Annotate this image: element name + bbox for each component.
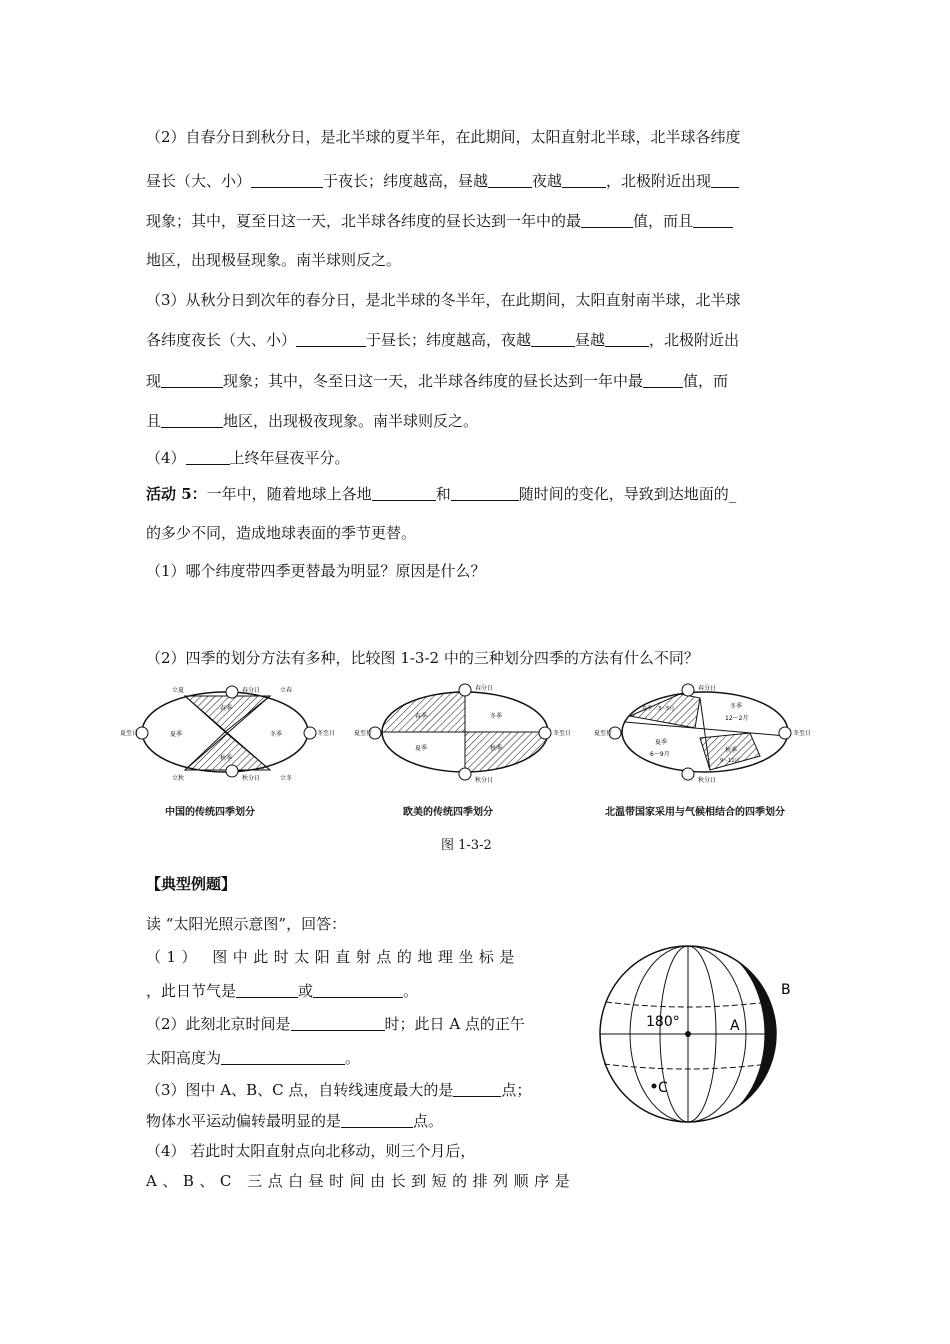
label-liqiu: 立秋	[172, 775, 185, 782]
blank[interactable]	[236, 982, 298, 998]
label-winter-months: 12～2月	[725, 715, 749, 722]
text: 或	[298, 982, 314, 1000]
text: 值，而	[683, 372, 729, 390]
text: 点。	[413, 1112, 444, 1130]
label-C: C	[658, 1080, 668, 1096]
example-q3-cont	[146, 1110, 443, 1131]
label-180: 180°	[646, 1014, 680, 1030]
caption-european: 欧美的传统四季划分	[403, 807, 493, 818]
example-q3	[146, 1079, 531, 1100]
blank[interactable]	[451, 485, 519, 501]
label-lichun: 立春	[280, 687, 293, 694]
text: 上终年昼夜平分。	[229, 449, 350, 467]
label-lixia: 立夏	[172, 687, 185, 694]
blank[interactable]	[581, 212, 633, 228]
label-winter: 冬季	[490, 713, 503, 720]
caption-chinese: 中国的传统四季划分	[165, 807, 255, 818]
blank[interactable]	[488, 172, 532, 188]
blank[interactable]	[341, 1112, 413, 1128]
label-chunfen: 春分日	[475, 685, 494, 692]
label-spring-months: 3～5月	[658, 706, 675, 712]
label-xiazhi: 夏至行	[594, 730, 613, 737]
label-summer: 夏季	[415, 745, 428, 752]
text: （2）此刻北京时间是	[146, 1015, 291, 1033]
blank[interactable]	[643, 372, 683, 388]
p3-line4	[146, 410, 478, 431]
text: 太阳高度为	[146, 1049, 222, 1067]
p3-line3	[146, 370, 728, 391]
label-autumn: 秋季	[490, 745, 503, 752]
label-spring: 春季	[415, 713, 428, 720]
example-q2-cont	[146, 1047, 360, 1068]
text: 现象；其中，冬至日这一天，北半球各纬度的昼长达到一年中最	[223, 372, 644, 390]
label-spring: 春季	[220, 705, 233, 712]
text: 现象；其中，夏至日这一天，北半球各纬度的昼长达到一年中的最	[146, 212, 582, 230]
label-autumn: 秋季	[220, 755, 233, 762]
figure-chinese-seasons	[120, 678, 336, 786]
caption-temperate: 北温带国家采用与气候相结合的四季划分	[605, 807, 785, 818]
figure-european-seasons	[354, 678, 572, 786]
label-qiufen: 秋分日	[475, 777, 494, 784]
example-q1: （1） 图中此时太阳直射点的地理坐标是	[146, 948, 520, 966]
label-qiufen: 秋分日	[698, 777, 717, 784]
label-winter: 冬季	[270, 731, 283, 738]
text: 。	[403, 982, 419, 1000]
figure-temperate-seasons	[594, 678, 812, 786]
label-chunfen: 春分日	[698, 685, 717, 692]
text: 各纬度夜长（大、小）	[146, 331, 297, 349]
blank[interactable]	[605, 331, 649, 347]
blank[interactable]	[296, 331, 366, 347]
label-dongzhi: 冬至日	[317, 730, 336, 737]
activity5-line1	[146, 483, 736, 504]
text: 时；此日 A 点的正午	[384, 1015, 525, 1033]
text: 物体水平运动偏转最明显的是	[146, 1112, 342, 1130]
text: （3）图中 A、B、C 点，自转线速度最大的是	[146, 1081, 454, 1099]
blank[interactable]	[693, 212, 733, 228]
example-q1-cont	[146, 980, 418, 1001]
activity5-q1: （1）哪个纬度带四季更替最为明显？原因是什么？	[146, 562, 486, 580]
text: 和	[435, 485, 451, 503]
label-autumn-months: 9～11月	[720, 758, 740, 764]
text: 且	[146, 412, 162, 430]
blank[interactable]	[313, 982, 403, 998]
blank[interactable]	[161, 372, 223, 388]
text: 。	[345, 1049, 361, 1067]
text: 于夜长；纬度越高，昼越	[323, 172, 489, 190]
label-B: B	[781, 982, 791, 998]
text: 地区，出现极夜现象。南半球则反之。	[223, 412, 479, 430]
label-qiufen: 秋分日	[242, 775, 261, 782]
label-summer-months: 6～9月	[650, 751, 670, 758]
text: ，北极附近出现	[606, 172, 712, 190]
label-chunfen: 春分日	[242, 687, 261, 694]
text: 昼长（大、小）	[146, 172, 252, 190]
example-q2	[146, 1013, 525, 1034]
blank[interactable]	[186, 449, 230, 465]
example-heading: 【典型例题】	[146, 875, 237, 893]
text: ，此日节气是	[146, 982, 237, 1000]
text: 一年中，随着地球上各地	[206, 485, 372, 503]
text: 点；	[501, 1081, 532, 1099]
text: 昼越	[575, 331, 606, 349]
label-dongzhi: 冬至日	[553, 730, 572, 737]
blank[interactable]	[562, 172, 606, 188]
p3-line2	[146, 329, 739, 350]
p2-line2	[146, 170, 739, 191]
example-q4: （4） 若此时太阳直射点向北移动，则三个月后，	[146, 1142, 476, 1160]
p3-line1: （3）从秋分日到次年的春分日，是北半球的冬半年，在此期间，太阳直射南半球，北半球	[146, 291, 741, 309]
label-spring: 春季	[642, 706, 653, 712]
p4-line	[146, 447, 350, 468]
blank[interactable]	[711, 172, 739, 188]
figure-label: 图 1-3-2	[441, 838, 492, 853]
blank[interactable]	[372, 485, 436, 501]
blank[interactable]	[221, 1049, 345, 1065]
label-winter: 冬季	[730, 703, 743, 710]
p2-line4: 地区，出现极昼现象。南半球则反之。	[146, 251, 402, 269]
p2-line1: （2）自春分日到秋分日，是北半球的夏半年，在此期间，太阳直射北半球，北半球各纬度	[146, 128, 741, 146]
blank[interactable]	[453, 1081, 501, 1097]
text: ，北极附近出	[649, 331, 740, 349]
text: 值，而且	[633, 212, 694, 230]
activity5-line2: 的多少不同，造成地球表面的季节更替。	[146, 524, 417, 542]
blank[interactable]	[531, 331, 575, 347]
text: 夜越	[532, 172, 563, 190]
label-lidong: 立冬	[280, 775, 293, 782]
example-q4-cont: A、B、C 三点白昼时间由长到短的排列顺序是	[146, 1172, 576, 1190]
label-xiazhi: 夏至行	[354, 730, 373, 737]
label-dongzhi: 冬至日	[793, 730, 812, 737]
blank[interactable]	[291, 1015, 385, 1031]
label-autumn: 秋季	[725, 747, 738, 754]
p2-line3	[146, 210, 733, 231]
label-summer: 夏季	[655, 739, 668, 746]
activity5-q2: （2）四季的划分方法有多种，比较图 1-3-2 中的三种划分四季的方法有什么不同？	[146, 649, 699, 667]
example-intro: 读 “太阳光照示意图”，回答：	[146, 915, 347, 933]
blank[interactable]	[251, 172, 323, 188]
label-xiazhi: 夏至日	[120, 730, 139, 737]
sunlight-globe-diagram	[596, 934, 806, 1134]
text: （4）	[146, 449, 186, 467]
text: 于昼长；纬度越高，夜越	[366, 331, 532, 349]
text: 随时间的变化，导致到达地面的_	[518, 485, 737, 503]
blank[interactable]	[161, 412, 223, 428]
activity-label: 活动 5：	[146, 485, 207, 503]
label-summer: 夏季	[170, 731, 183, 738]
label-A: A	[730, 1018, 740, 1034]
text: 现	[146, 372, 162, 390]
